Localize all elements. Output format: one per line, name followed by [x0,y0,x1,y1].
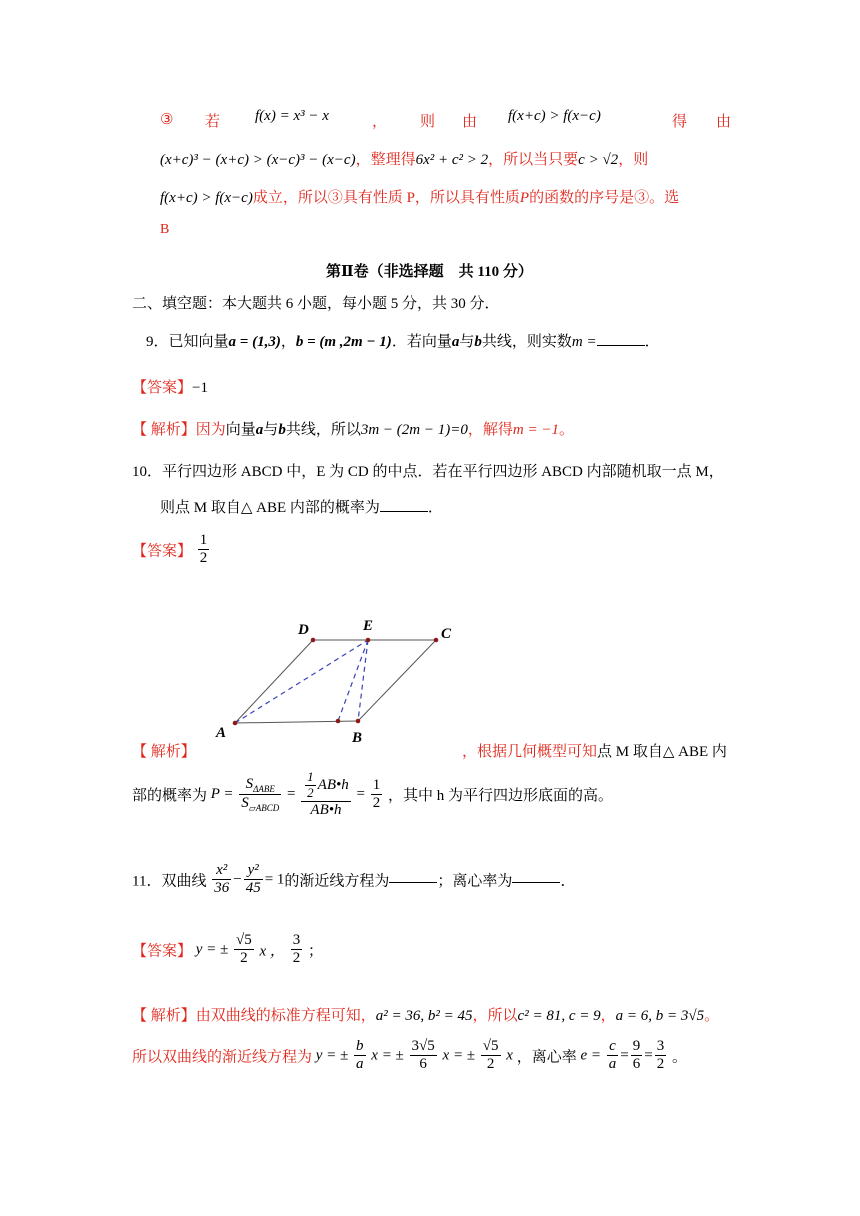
item3-line4: B [160,222,170,237]
label-b: B [352,730,363,745]
label-d: D [298,622,309,638]
parallelogram-edges [235,640,436,723]
q11-blank-1 [389,870,437,883]
point-a [233,721,238,726]
q10-answer: 【答案】 $\frac{1}{2}$ [132,532,208,567]
point-b [356,719,361,724]
item3-line3: f(x+c) > f(x−c)成立，所以③具有性质 P，所以具有性质P的函数的序号是③。选 [160,190,680,206]
q11-blank-2 [512,870,560,883]
item3-de: 得 [672,114,688,130]
item3-ruo: 若 [205,114,221,130]
item3-you2: 由 [716,114,732,130]
item3-line2: (x+c)³ − (x+c) > (x−c)³ − (x−c)，整理得6x² + c² > 2，所以当只要c > √2，则 [160,152,649,168]
item3-circle: ③ [160,112,174,128]
point-mid [336,719,341,724]
section-title: 第Ⅱ卷（非选择题 共 110 分） [326,264,533,280]
item3-ineq: f(x+c) > f(x−c) [508,108,601,124]
q11-answer: 【答案】 y = ± $\frac{√5}{2}$ x ， $\frac{3}{2}$ ； [132,932,323,967]
point-c [434,638,439,643]
q9-analysis: 【 解析】因为向量a与b共线，所以3m − (2m − 1)=0，解得m = −1。 [132,422,574,438]
parallelogram-figure [210,610,470,745]
label-e: E [363,618,374,634]
q9-question: 9．已知向量a = (1,3)，b = (m ,2m − 1)．若向量a与b共线，则实数m = ． [146,334,660,350]
point-d [311,638,316,643]
q10-analysis-label: 【 解析】 [132,744,196,760]
q9-blank [597,333,645,346]
q10-question-line2: 则点 M 取自△ ABE 内部的概率为 ． [160,500,443,516]
q10-analysis-formula: 部的概率为 P = $\frac{S_{\Delta ABE}}{S_{▱ABCD}}$ = $\frac{1}{2}$ AB•h AB•h = $\frac{1}{2}$ ，其中 h 为平行四边形底面的高。 [132,769,613,818]
q11-analysis-line1: 【 解析】由双曲线的标准方程可知，a² = 36, b² = 45，所以c² = 81, c = 9，a = 6, b = 3√5。 [132,1008,720,1024]
q10-analysis-line1: ，根据几何概型可知点 M 取自△ ABE 内 [462,744,727,760]
item3-ze: 则 [420,114,436,130]
q9-answer: 【答案】−1 [132,380,208,396]
section-intro: 二、填空题：本大题共 6 小题，每小题 5 分，共 30 分． [132,296,500,312]
q10-question-line1: 10．平行四边形 ABCD 中，E 为 CD 的中点．若在平行四边形 ABCD 内部随机取一点 M， [132,464,724,480]
label-c: C [441,626,452,642]
q11-analysis-line2: 所以双曲线的渐近线方程为 y = ± $\frac{b}{a}$ x = ± $\frac{3√5}{6}$ x = ± $\frac{√5}{2}$ x ，离心率 e = $\frac{c}{a}$ = $\frac{9}{6}$ = $\frac{3}{2}$ 。 [132,1038,687,1073]
point-e [366,638,371,643]
item3-comma: ， [372,114,388,130]
label-a: A [216,725,227,741]
item3-fdef: f(x) = x³ − x [255,108,329,124]
item3-you: 由 [462,114,478,130]
q10-blank [380,499,428,512]
q11-question: 11．双曲线 $\frac{\text{x²}}{36}$ − $\frac{\text{y²}}{45}$ = 1的渐近线方程为 ；离心率为 ． [132,862,576,897]
